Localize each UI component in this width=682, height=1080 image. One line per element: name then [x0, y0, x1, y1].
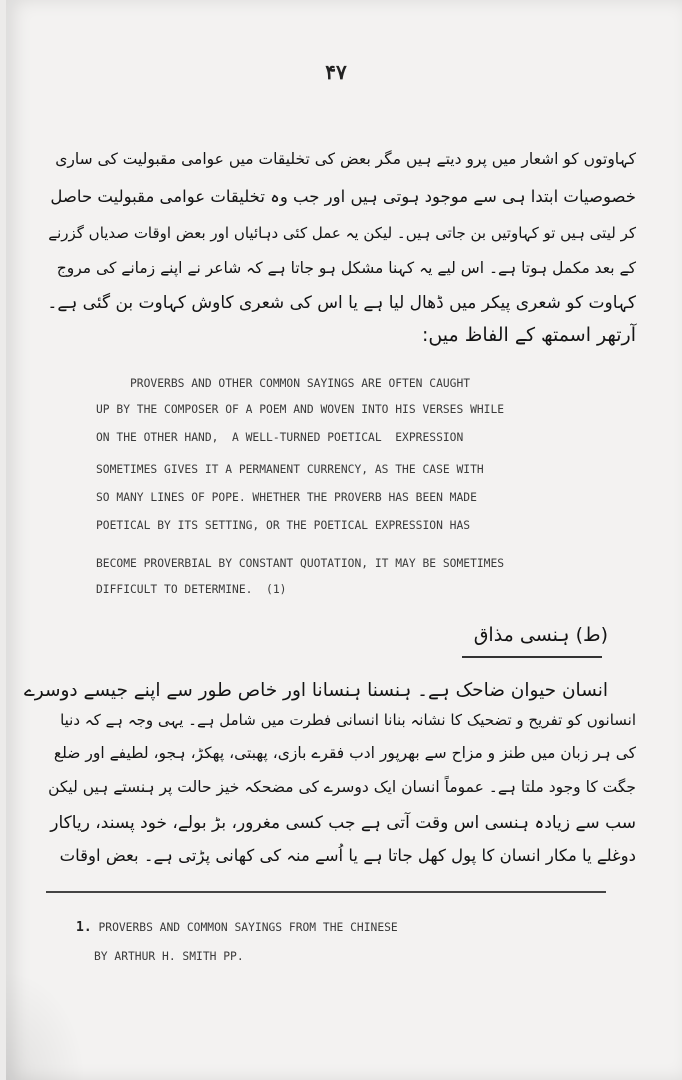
footnote-text: PROVERBS AND COMMON SAYINGS FROM THE CHINESE: [98, 921, 398, 934]
quote-line: DIFFICULT TO DETERMINE. (1): [96, 583, 287, 596]
footnote-number: 1.: [76, 920, 92, 935]
footnote-line-1: [76, 920, 398, 935]
quote-line: SOMETIMES GIVES IT A PERMANENT CURRENCY, AS THE CASE WITH: [96, 463, 484, 476]
section-heading: [462, 624, 608, 658]
urdu-line: انسانوں کو تفریح و تضحیک کا نشانہ بنانا انسانی فطرت میں شامل ہے۔ یہی وجہ ہے کہ دنیا: [60, 711, 636, 729]
heading-underline: [462, 656, 602, 658]
quote-line: UP BY THE COMPOSER OF A POEM AND WOVEN INTO HIS VERSES WHILE: [96, 403, 505, 416]
page-number: ۴۷: [325, 60, 347, 84]
quote-line: POETICAL BY ITS SETTING, OR THE POETICAL EXPRESSION HAS: [96, 519, 471, 532]
urdu-line: آرتھر اسمتھ کے الفاظ میں:: [421, 324, 636, 346]
urdu-line: کر لیتی ہیں تو کہاوتیں بن جاتی ہیں۔ لیکن یہ عمل کئی دہائیاں اور بعض اوقات صدیاں گزرنے: [48, 224, 636, 242]
footnote-line-2: BY ARTHUR H. SMITH PP.: [94, 950, 244, 963]
urdu-line: کی ہر زبان میں طنز و مزاح سے بھرپور ادب فقرے بازی، پھبتی، پھکڑ، ہجو، لطیفے اور ضلع: [53, 744, 636, 762]
page-corner-shadow: [6, 970, 86, 1080]
urdu-line: کہاوت کو شعری پیکر میں ڈھال لیا ہے یا اس کی شعری کاوش کہاوت بن گئی ہے۔: [47, 293, 636, 313]
quote-line: ON THE OTHER HAND, A WELL-TURNED POETICAL EXPRESSION: [96, 431, 464, 444]
section-heading-text: (ط) ہنسی مذاق: [473, 624, 608, 646]
urdu-line: کے بعد مکمل ہوتا ہے۔ اس لیے یہ کہنا مشکل ہو جاتا ہے کہ شاعر نے اپنے زمانے کی مروج: [56, 259, 636, 277]
urdu-line: جگت کا وجود ملتا ہے۔ عموماً انسان ایک دوسرے کی مضحکہ خیز حالت پر ہنستے ہیں لیکن: [48, 778, 636, 796]
urdu-line: خصوصیات ابتدا ہی سے موجود ہوتی ہیں اور جب وہ تخلیقات عوامی مقبولیت حاصل: [50, 187, 636, 206]
urdu-line: سب سے زیادہ ہنسی اس وقت آتی ہے جب کسی مغرور، بڑ بولے، خود پسند، ریاکار: [50, 813, 636, 833]
urdu-line: انسان حیوان ضاحک ہے۔ ہنسنا ہنسانا اور خاص طور سے اپنے جیسے دوسرے: [23, 680, 608, 701]
footnote-divider: [46, 891, 606, 893]
quote-line: SO MANY LINES OF POPE. WHETHER THE PROVERB HAS BEEN MADE: [96, 491, 477, 504]
book-page: [6, 0, 682, 1080]
urdu-line: دوغلے یا مکار انسان کا پول کھل جاتا ہے یا اُسے منہ کی کھانی پڑتی ہے۔ بعض اوقات: [59, 846, 636, 865]
urdu-line: کہاوتوں کو اشعار میں پرو دیتے ہیں مگر بعض کی تخلیقات میں عوامی مقبولیت کی ساری: [55, 150, 636, 168]
quote-line: PROVERBS AND OTHER COMMON SAYINGS ARE OFTEN CAUGHT: [96, 377, 471, 390]
quote-line: BECOME PROVERBIAL BY CONSTANT QUOTATION, IT MAY BE SOMETIMES: [96, 557, 505, 570]
